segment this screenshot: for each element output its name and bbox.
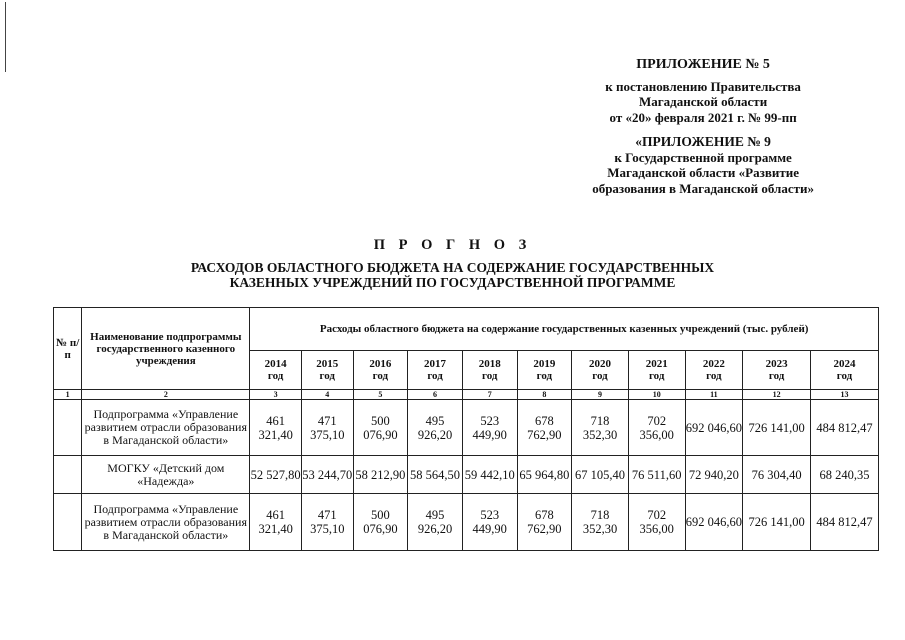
subtitle-line-1: РАСХОДОВ ОБЛАСТНОГО БЮДЖЕТА НА СОДЕРЖАНИЕ ГОСУДАРСТВЕННЫХ — [190, 260, 715, 275]
year-value: 2015 — [316, 358, 339, 370]
column-number: 2 — [82, 390, 250, 400]
appendix-gap — [592, 125, 814, 134]
appendix5-line2: Магаданской области — [639, 94, 768, 109]
value-cell-2016: 500 076,90 — [353, 400, 408, 456]
column-number: 11 — [685, 390, 743, 400]
year-suffix: год — [768, 370, 785, 382]
value-cell-2021: 702 356,00 — [628, 400, 685, 456]
column-number: 8 — [517, 390, 572, 400]
year-suffix: год — [481, 370, 498, 382]
value-cell-2024: 68 240,35 — [811, 456, 879, 494]
scan-edge-line — [5, 2, 6, 72]
column-number: 7 — [462, 390, 517, 400]
document-title — [0, 236, 905, 290]
header-year-2022 — [685, 351, 743, 390]
table-row — [54, 494, 879, 551]
header-name: Наименование подпрограммы государственного казенного учреждения — [82, 308, 250, 390]
column-number: 12 — [743, 390, 811, 400]
value-cell-2022: 72 940,20 — [685, 456, 743, 494]
value-cell-2022: 692 046,60 — [685, 400, 743, 456]
year-value: 2019 — [533, 358, 556, 370]
year-suffix: год — [706, 370, 722, 382]
column-number: 1 — [54, 390, 82, 400]
value-cell-2018: 59 442,10 — [462, 456, 517, 494]
row-name: Подпрограмма «Управление развитием отрасли образования в Магаданской области» — [82, 494, 250, 551]
year-value: 2016 — [369, 358, 392, 370]
column-number: 4 — [301, 390, 353, 400]
year-value: 2022 — [702, 358, 725, 370]
appendix9-title: «ПРИЛОЖЕНИЕ № 9 — [635, 134, 771, 149]
value-cell-2016: 58 212,90 — [353, 456, 408, 494]
row-name: МОГКУ «Детский дом «Надежда» — [82, 456, 250, 494]
value-cell-2020: 718 352,30 — [572, 494, 629, 551]
prognoz-heading: П Р О Г Н О З — [373, 237, 532, 253]
value-cell-2019: 678 762,90 — [517, 494, 572, 551]
year-suffix: год — [372, 370, 389, 382]
column-number: 9 — [572, 390, 629, 400]
year-suffix: год — [536, 370, 553, 382]
header-year-2017 — [408, 351, 463, 390]
header-year-2014 — [250, 351, 302, 390]
value-cell-2024: 484 812,47 — [811, 400, 879, 456]
year-suffix: год — [319, 370, 335, 382]
year-value: 2020 — [589, 358, 612, 370]
budget-table — [53, 307, 879, 551]
value-cell-2015: 53 244,70 — [301, 456, 353, 494]
year-suffix: год — [592, 370, 608, 382]
value-cell-2017: 495 926,20 — [408, 494, 463, 551]
header-year-2016 — [353, 351, 408, 390]
year-value: 2023 — [765, 358, 788, 370]
value-cell-2020: 718 352,30 — [572, 400, 629, 456]
row-number — [54, 494, 82, 551]
year-value: 2017 — [424, 358, 447, 370]
row-number — [54, 400, 82, 456]
year-value: 2024 — [833, 358, 856, 370]
header-year-2021 — [628, 351, 685, 390]
year-value: 2018 — [478, 358, 501, 370]
value-cell-2024: 484 812,47 — [811, 494, 879, 551]
value-cell-2015: 471 375,10 — [301, 494, 353, 551]
header-row-top — [54, 308, 879, 351]
appendix9-line1: к Государственной программе — [614, 149, 792, 165]
year-suffix: год — [427, 370, 443, 382]
value-cell-2015: 471 375,10 — [301, 400, 353, 456]
value-cell-2023: 726 141,00 — [743, 400, 811, 456]
appendix9-line2: Магаданской области «Развитие — [607, 165, 799, 180]
header-year-2024 — [811, 351, 879, 390]
table-body — [54, 390, 879, 551]
year-value: 2014 — [264, 358, 287, 370]
value-cell-2021: 76 511,60 — [628, 456, 685, 494]
value-cell-2018: 523 449,90 — [462, 494, 517, 551]
appendix9-line3: образования в Магаданской области» — [592, 180, 814, 196]
column-numbers-row — [54, 390, 879, 400]
header-year-2020 — [572, 351, 629, 390]
value-cell-2019: 65 964,80 — [517, 456, 572, 494]
value-cell-2018: 523 449,90 — [462, 400, 517, 456]
value-cell-2019: 678 762,90 — [517, 400, 572, 456]
header-expenses-group: Расходы областного бюджета на содержание государственных казенных учреждений (тыс. рублей) — [250, 308, 879, 351]
year-suffix: год — [648, 370, 665, 382]
appendix-block — [592, 57, 814, 196]
value-cell-2014: 461 321,40 — [250, 400, 302, 456]
appendix5-line3: от «20» февраля 2021 г. № 99-пп — [609, 109, 797, 125]
value-cell-2022: 692 046,60 — [685, 494, 743, 551]
subtitle-line-2: КАЗЕННЫХ УЧРЕЖДЕНИЙ ПО ГОСУДАРСТВЕННОЙ ПРОГРАММЕ — [229, 275, 676, 290]
value-cell-2020: 67 105,40 — [572, 456, 629, 494]
row-number — [54, 456, 82, 494]
column-number: 5 — [353, 390, 408, 400]
year-value: 2021 — [645, 358, 668, 370]
column-number: 3 — [250, 390, 302, 400]
value-cell-2016: 500 076,90 — [353, 494, 408, 551]
table-row — [54, 456, 879, 494]
appendix5-title: ПРИЛОЖЕНИЕ № 5 — [636, 57, 770, 72]
value-cell-2014: 461 321,40 — [250, 494, 302, 551]
column-number: 13 — [811, 390, 879, 400]
header-year-2015 — [301, 351, 353, 390]
value-cell-2021: 702 356,00 — [628, 494, 685, 551]
appendix5-line1: к постановлению Правительства — [605, 78, 801, 94]
column-number: 6 — [408, 390, 463, 400]
header-no: № п/п — [54, 308, 82, 390]
value-cell-2014: 52 527,80 — [250, 456, 302, 494]
header-year-2018 — [462, 351, 517, 390]
year-suffix: год — [267, 370, 284, 382]
row-name: Подпрограмма «Управление развитием отрасли образования в Магаданской области» — [82, 400, 250, 456]
year-suffix: год — [836, 370, 853, 382]
header-year-2019 — [517, 351, 572, 390]
value-cell-2017: 495 926,20 — [408, 400, 463, 456]
value-cell-2023: 726 141,00 — [743, 494, 811, 551]
value-cell-2017: 58 564,50 — [408, 456, 463, 494]
header-year-2023 — [743, 351, 811, 390]
table-row — [54, 400, 879, 456]
value-cell-2023: 76 304,40 — [743, 456, 811, 494]
column-number: 10 — [628, 390, 685, 400]
